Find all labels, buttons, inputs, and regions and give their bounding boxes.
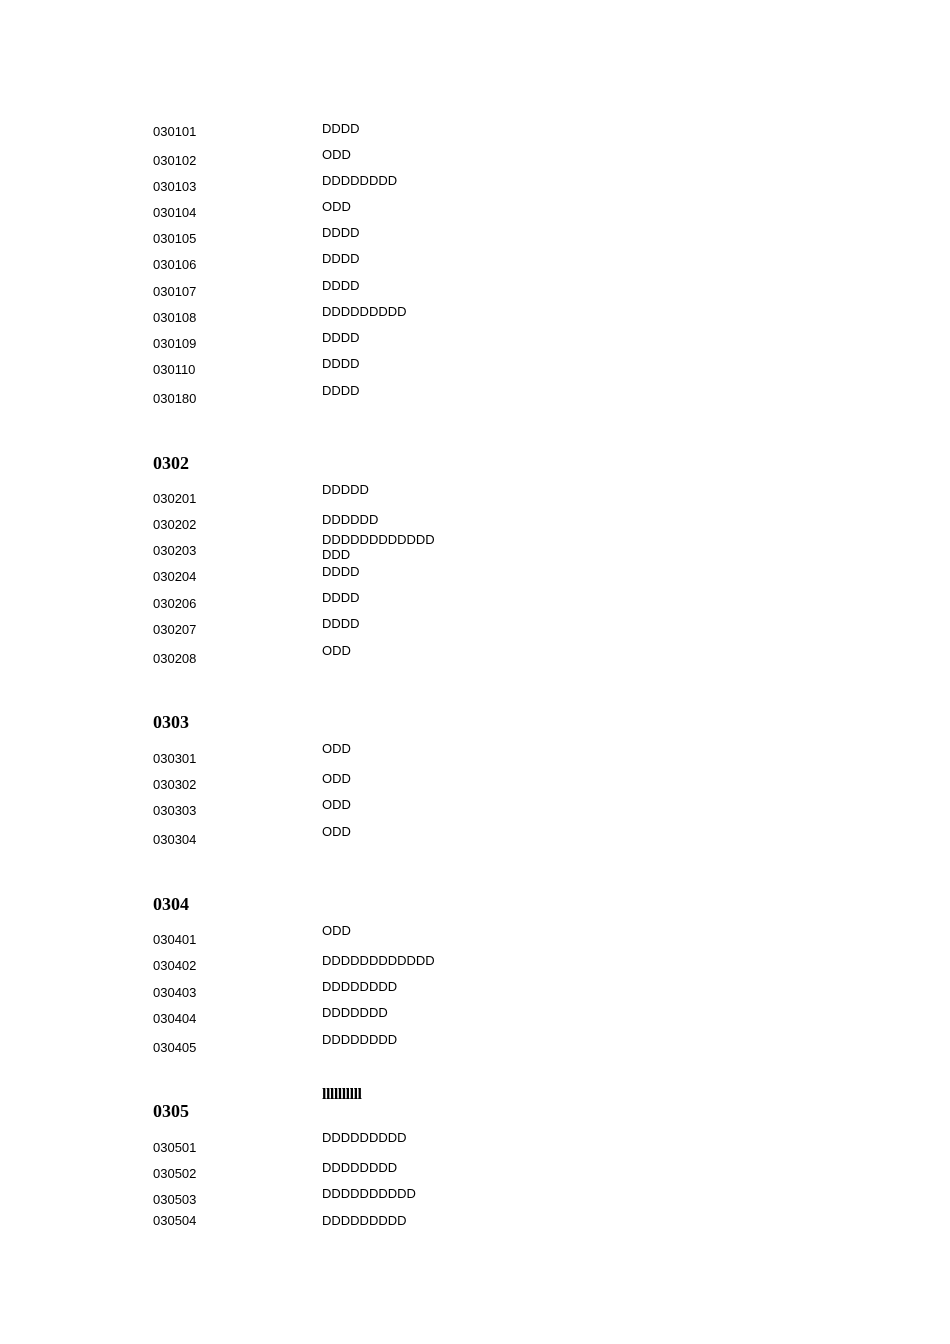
row-name: DDDD (322, 278, 360, 293)
row-name: DDDD (322, 251, 360, 266)
row-name: DDDD (322, 616, 360, 631)
row-code: 030405 (153, 1040, 197, 1055)
row-code: 030103 (153, 179, 197, 194)
row-name: ODD (322, 797, 351, 812)
section-heading: 0302 (153, 453, 189, 473)
row-code: 030502 (153, 1166, 197, 1181)
row-code: 030203 (153, 543, 197, 558)
row-name: DDDDDDDDDDDD DDD (322, 532, 435, 562)
row-name: DDDD (322, 383, 360, 398)
row-name: DDDDDDDD (322, 173, 398, 188)
row-code: 030208 (153, 651, 197, 666)
section-heading: 0305 (153, 1101, 189, 1121)
row-name: DDDD (322, 121, 360, 136)
row-code: 030102 (153, 153, 197, 168)
row-code: 030206 (153, 596, 197, 611)
row-name: ODD (322, 643, 351, 658)
row-code: 030207 (153, 622, 197, 637)
row-code: 030101 (153, 124, 197, 139)
row-name: DDDDDDDDDDDD (322, 953, 435, 968)
row-code: 030201 (153, 491, 197, 506)
section-heading: 0303 (153, 712, 189, 732)
section-heading: 0304 (153, 894, 189, 914)
row-name: ODD (322, 771, 351, 786)
row-code: 030109 (153, 336, 197, 351)
row-code: 030302 (153, 777, 197, 792)
row-code: 030180 (153, 391, 197, 406)
row-name: ODD (322, 741, 351, 756)
row-code: 030304 (153, 832, 197, 847)
row-name: ODD (322, 923, 351, 938)
row-code: 030104 (153, 205, 197, 220)
row-name: DDDDDDDDD (322, 304, 407, 319)
row-name: DDDD (322, 330, 360, 345)
row-name: DDDDDDDDD (322, 1130, 407, 1145)
row-code: 030403 (153, 985, 197, 1000)
row-code: 030110 (153, 362, 196, 377)
row-name: DDDD (322, 356, 360, 371)
row-name: ODD (322, 199, 351, 214)
row-name: DDDDDDDD (322, 1160, 398, 1175)
row-name: DDDD (322, 225, 360, 240)
row-code: 030106 (153, 257, 197, 272)
row-name: DDDDD (322, 482, 369, 497)
row-name: DDDDDDDDDD (322, 1186, 416, 1201)
row-code: 030105 (153, 231, 197, 246)
row-name: ODD (322, 147, 351, 162)
row-name: DDDD (322, 564, 360, 579)
row-code: 030301 (153, 751, 197, 766)
row-name: DDDD (322, 590, 360, 605)
row-name: DDDDDD (322, 512, 379, 527)
row-name: DDDDDDDD (322, 979, 398, 994)
row-code: 030401 (153, 932, 197, 947)
section-title: llllllllll (322, 1086, 362, 1103)
row-code: 030202 (153, 517, 197, 532)
row-code: 030404 (153, 1011, 197, 1026)
row-code: 030504 (153, 1213, 197, 1228)
row-code: 030204 (153, 569, 197, 584)
row-name: DDDDDDDDD (322, 1213, 407, 1228)
row-code: 030501 (153, 1140, 197, 1155)
row-code: 030402 (153, 958, 197, 973)
row-name: ODD (322, 824, 351, 839)
row-name: DDDDDDD (322, 1005, 388, 1020)
row-name: DDDDDDDD (322, 1032, 398, 1047)
row-code: 030108 (153, 310, 197, 325)
row-code: 030303 (153, 803, 197, 818)
row-code: 030107 (153, 284, 197, 299)
row-code: 030503 (153, 1192, 197, 1207)
